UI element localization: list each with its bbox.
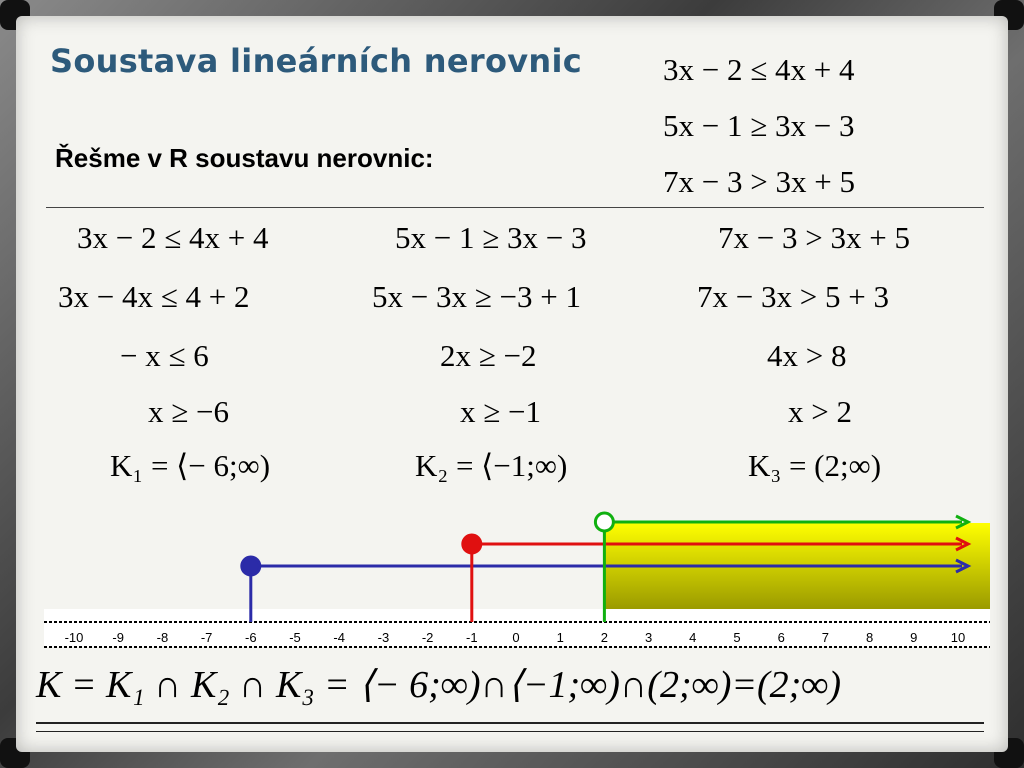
open-endpoint xyxy=(595,513,613,531)
col1-step-4: x ≥ −6 xyxy=(148,394,229,429)
col2-solution-set: K₂ = ⟨−1;∞) xyxy=(415,448,568,483)
tick-label: 0 xyxy=(512,630,520,645)
tick-label: 4 xyxy=(689,630,697,645)
col3-solution-set: K₃ = (2;∞) xyxy=(748,448,882,483)
subtitle: Řešme v R soustavu nerovnic: xyxy=(55,143,434,173)
col3-step-1: 7x − 3 > 3x + 5 xyxy=(718,220,910,255)
col2-step-3: 2x ≥ −2 xyxy=(440,338,537,373)
tick-label: 3 xyxy=(644,630,653,645)
tick-label: -3 xyxy=(377,630,390,645)
tick-label: -2 xyxy=(421,630,434,645)
col3-step-3: 4x > 8 xyxy=(767,338,847,373)
result-intersection: K = K₁ ∩ K₂ ∩ K₃ = ⟨− 6;∞)∩⟨−1;∞)∩(2;∞)=(2;∞) xyxy=(36,664,842,706)
bottom-rule xyxy=(36,722,984,724)
tick-label: 5 xyxy=(733,630,741,645)
col1-step-3: − x ≤ 6 xyxy=(120,338,209,373)
tick-label: -10 xyxy=(64,630,84,645)
col2-step-4: x ≥ −1 xyxy=(460,394,541,429)
col2-step-2: 5x − 3x ≥ −3 + 1 xyxy=(372,279,581,314)
tick-label: 2 xyxy=(600,630,609,645)
col3-step-4: x > 2 xyxy=(788,394,852,429)
system-inequality-2: 5x − 1 ≥ 3x − 3 xyxy=(663,108,855,143)
tick-label: 8 xyxy=(865,630,874,645)
solution-highlight xyxy=(604,523,990,623)
tick-label: -8 xyxy=(156,630,169,645)
col2-step-1: 5x − 1 ≥ 3x − 3 xyxy=(395,220,587,255)
col1-step-2: 3x − 4x ≤ 4 + 2 xyxy=(58,279,250,314)
tick-label: 9 xyxy=(910,630,918,645)
system-inequality-3: 7x − 3 > 3x + 5 xyxy=(663,164,855,199)
bottom-rule xyxy=(36,731,984,732)
tick-label: -1 xyxy=(466,630,478,645)
col1-solution-set: K₁ = ⟨− 6;∞) xyxy=(110,448,271,483)
closed-endpoint xyxy=(242,557,260,575)
col1-step-1: 3x − 2 ≤ 4x + 4 xyxy=(77,220,269,255)
tick-label: 6 xyxy=(777,630,785,645)
tick-label: -9 xyxy=(112,630,124,645)
closed-endpoint xyxy=(463,535,481,553)
tick-label: -4 xyxy=(333,630,345,645)
tick-label: 7 xyxy=(821,630,830,645)
col3-step-2: 7x − 3x > 5 + 3 xyxy=(697,279,889,314)
tick-label: -6 xyxy=(245,630,257,645)
tick-label: -7 xyxy=(200,630,213,645)
page-title: Soustava lineárních nerovnic xyxy=(50,42,583,80)
tick-label: 10 xyxy=(950,630,966,645)
tick-label: -5 xyxy=(289,630,301,645)
tick-label: 1 xyxy=(556,630,564,645)
system-inequality-1: 3x − 2 ≤ 4x + 4 xyxy=(663,52,855,87)
